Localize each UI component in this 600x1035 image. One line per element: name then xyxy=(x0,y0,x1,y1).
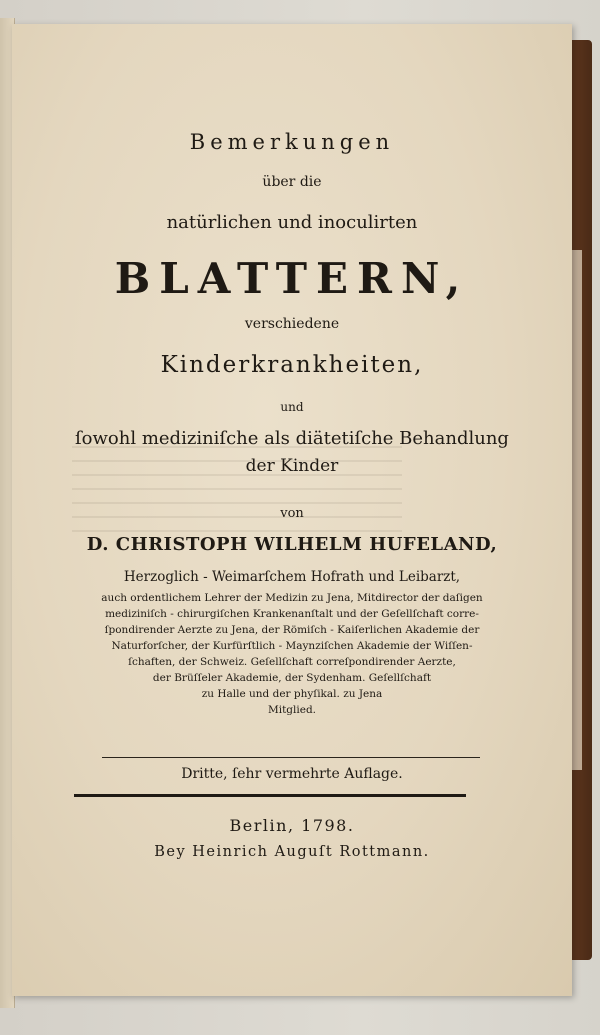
title-line-der-kinder: der Kinder xyxy=(245,456,339,476)
affiliation-line: ſpondirender Aerzte zu Jena, der Römiſch - Kaiſerlichen Akademie der xyxy=(104,624,480,636)
title-line-verschiedene: verschiedene xyxy=(244,316,340,332)
title-line-von: von xyxy=(280,506,304,521)
edition-line: Dritte, ſehr vermehrte Auflage. xyxy=(181,766,403,782)
author-title: Herzoglich - Weimarſchem Hofrath und Leibarzt, xyxy=(123,569,461,585)
title-line-bemerkungen: Bemerkungen xyxy=(189,130,395,154)
affiliation-line: Naturforſcher, der Kurfürſtlich - Maynziſchen Akademie der Wiſſen- xyxy=(111,640,473,652)
affiliation-line: Mitglied. xyxy=(267,704,317,716)
author-name: D. CHRISTOPH WILHELM HUFELAND, xyxy=(86,534,498,555)
thin-rule xyxy=(102,757,480,758)
title-line-ueber-die: über die xyxy=(262,174,322,190)
affiliation-line: mediziniſch - chirurgiſchen Krankenanſtalt und der Geſellſchaft corre- xyxy=(105,608,479,620)
affiliation-line: ſchaften, der Schweiz. Geſellſchaft correſpondirender Aerzte, xyxy=(128,656,456,668)
publisher-line: Bey Heinrich Auguſt Rottmann. xyxy=(154,844,430,860)
title-line-und: und xyxy=(280,400,304,414)
title-line-natuerlichen: natürlichen und inoculirten xyxy=(166,212,418,233)
title-line-sowohl: ſowohl mediziniſche als diätetiſche Behandlung xyxy=(75,428,509,449)
place-year: Berlin, 1798. xyxy=(229,816,355,835)
thick-rule xyxy=(74,794,466,797)
affiliation-line: auch ordentlichem Lehrer der Medizin zu Jena, Mitdirector der daſigen xyxy=(101,592,483,604)
title-line-kinderkrankheiten: Kinderkrankheiten, xyxy=(160,352,424,378)
affiliation-line: zu Halle und der phyſikal. zu Jena xyxy=(201,688,383,700)
affiliation-line: der Brüſſeler Akademie, der Sydenham. Geſellſchaft xyxy=(152,672,432,684)
title-line-blattern: BLATTERN, xyxy=(114,254,470,303)
title-page xyxy=(12,24,572,996)
